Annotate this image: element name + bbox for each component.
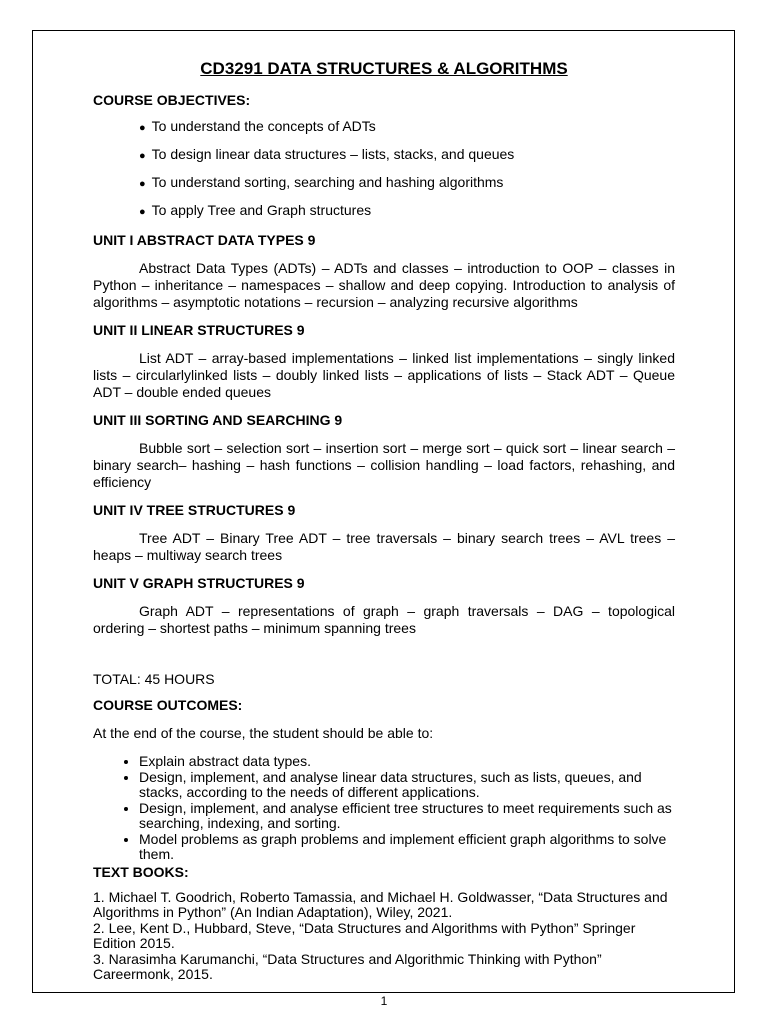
unit-3-heading: UNIT III SORTING AND SEARCHING 9 <box>93 412 343 428</box>
outcome-item: • Design, implement, and analyse efficient tree structures to meet requirements such as searching, indexing, and sorting. <box>139 801 675 832</box>
unit-3-body: Bubble sort – selection sort – insertion sort – merge sort – quick sort – linear search – binary search– hashing – hash functions – collision handling – load factors, rehashing, and efficiency <box>93 440 675 490</box>
unit-5-body: Graph ADT – representations of graph – graph traversals – DAG – topological ordering – shortest paths – minimum spanning trees <box>93 603 675 636</box>
textbook-item: 1. Michael T. Goodrich, Roberto Tamassia, and Michael H. Goldwasser, “Data Structures and Algorithms in Python” (An Indian Adaptation), Wiley, 2021. <box>93 888 668 920</box>
total-hours: TOTAL: 45 HOURS <box>93 671 215 687</box>
unit-4-heading: UNIT IV TREE STRUCTURES 9 <box>93 502 296 518</box>
unit-4-body: Tree ADT – Binary Tree ADT – tree traversals – binary search trees – AVL trees – heaps – multiway search trees <box>93 530 675 563</box>
unit-1-heading: UNIT I ABSTRACT DATA TYPES 9 <box>93 232 316 248</box>
textbooks-heading: TEXT BOOKS: <box>93 863 189 880</box>
outcomes-heading: COURSE OUTCOMES: <box>93 697 243 713</box>
textbook-item: 2. Lee, Kent D., Hubbard, Steve, “Data Structures and Algorithms with Python” Springer Edition 2015. <box>93 919 636 951</box>
textbooks-list <box>93 890 675 983</box>
document-title: CD3291 DATA STRUCTURES & ALGORITHMS <box>200 59 568 78</box>
page-number: 1 <box>380 994 388 1008</box>
objectives-list <box>93 118 675 221</box>
objective-item: ● To design linear data structures – lists, stacks, and queues <box>139 146 675 165</box>
outcomes-list <box>93 754 675 863</box>
outcome-item: • Design, implement, and analyse linear data structures, such as lists, queues, and stacks, according to the needs of different applications. <box>139 770 675 801</box>
objectives-heading: COURSE OBJECTIVES: <box>93 92 251 108</box>
textbook-item: 3. Narasimha Karumanchi, “Data Structures and Algorithmic Thinking with Python” Careermonk, 2015. <box>93 950 602 982</box>
objective-item: ● To understand sorting, searching and hashing algorithms <box>139 174 675 193</box>
outcome-item: • Model problems as graph problems and implement efficient graph algorithms to solve them. <box>139 832 675 863</box>
unit-2-body: List ADT – array-based implementations – linked list implementations – singly linked lists – circularlylinked lists – doubly linked lists – applications of lists – Stack ADT – Queue ADT – double ended queues <box>93 350 675 400</box>
outcome-item: • Explain abstract data types. <box>139 754 675 770</box>
objective-item: ● To understand the concepts of ADTs <box>139 118 675 137</box>
unit-1-body: Abstract Data Types (ADTs) – ADTs and classes – introduction to OOP – classes in Python – inheritance – namespaces – shallow and deep copying. Introduction to analysis of algorithms – asymptotic notations – recursion – analyzing recursive algorithms <box>93 260 675 310</box>
objective-item: ● To apply Tree and Graph structures <box>139 202 675 221</box>
outcomes-intro: At the end of the course, the student should be able to: <box>93 725 434 741</box>
unit-2-heading: UNIT II LINEAR STRUCTURES 9 <box>93 322 305 338</box>
document-content <box>93 58 675 983</box>
unit-5-heading: UNIT V GRAPH STRUCTURES 9 <box>93 575 305 591</box>
